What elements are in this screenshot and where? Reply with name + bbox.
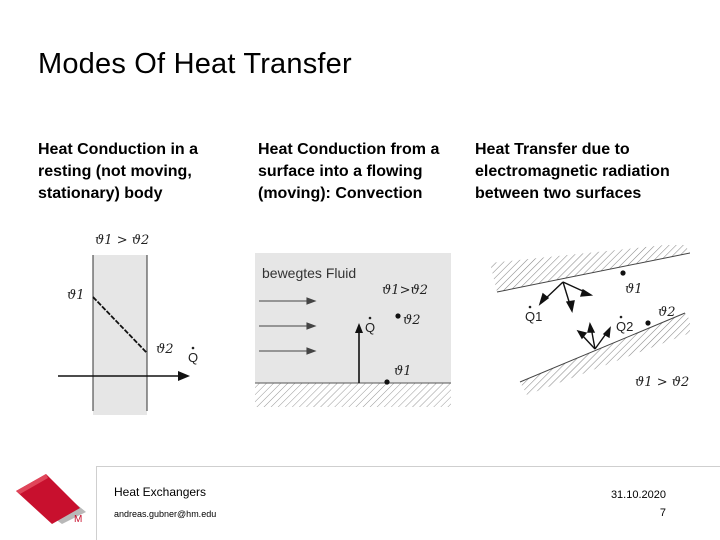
radiation-text: Heat Transfer due to electromagnetic radiation between two surfaces [475, 141, 670, 202]
theta1-point [384, 379, 389, 384]
emitted-rays-lower [578, 324, 610, 349]
footer-email: andreas.gubner@hm.edu [114, 509, 217, 519]
q1-dot [529, 306, 532, 309]
convection-diagram [255, 253, 455, 413]
theta2-point [645, 320, 650, 325]
theta2-label: ϑ2 [156, 342, 174, 357]
q2-label: Q2 [616, 319, 634, 334]
footer-date: 31.10.2020 [610, 489, 666, 501]
wall-surface [255, 383, 451, 407]
theta2-label: ϑ2 [403, 313, 421, 328]
solid-body [93, 255, 147, 415]
theta2-point [395, 313, 400, 318]
q-dot [192, 347, 195, 350]
radiation-diagram [485, 245, 690, 410]
heat-flow-label: Q [188, 350, 199, 365]
theta-relation-label: ϑ1>ϑ2 [382, 283, 429, 298]
x-axis-arrowhead [178, 371, 190, 381]
q2-dot [620, 316, 623, 319]
theta1-label: ϑ1 [625, 282, 643, 297]
footer-separator [96, 466, 720, 467]
conduction-text: Heat Conduction in a resting (not moving, stationary) body [38, 141, 198, 202]
conduction-diagram [50, 225, 210, 415]
theta-relation-label: ϑ1 > ϑ2 [95, 233, 150, 248]
q-dot [369, 317, 372, 320]
footer-page-number: 7 [659, 507, 666, 519]
footer-vertical-line [96, 466, 97, 540]
university-logo [14, 470, 90, 526]
theta1-point [620, 270, 625, 275]
theta1-label: ϑ1 [394, 364, 412, 379]
footer-course: Heat Exchangers [114, 485, 207, 499]
theta1-label: ϑ1 [67, 288, 85, 303]
theta-relation-label: ϑ1 > ϑ2 [635, 375, 690, 390]
upper-surface [490, 245, 690, 292]
fluid-label: bewegtes Fluid [262, 265, 357, 281]
q1-label: Q1 [525, 309, 543, 324]
convection-text: Heat Conduction from a surface into a flowing (moving): Convection [258, 141, 440, 202]
svg-text:M: M [74, 514, 83, 525]
theta2-label: ϑ2 [658, 305, 676, 320]
emitted-rays-upper [540, 282, 591, 311]
heat-flow-label: Q [365, 320, 376, 335]
slide-title: Modes Of Heat Transfer [38, 48, 352, 80]
